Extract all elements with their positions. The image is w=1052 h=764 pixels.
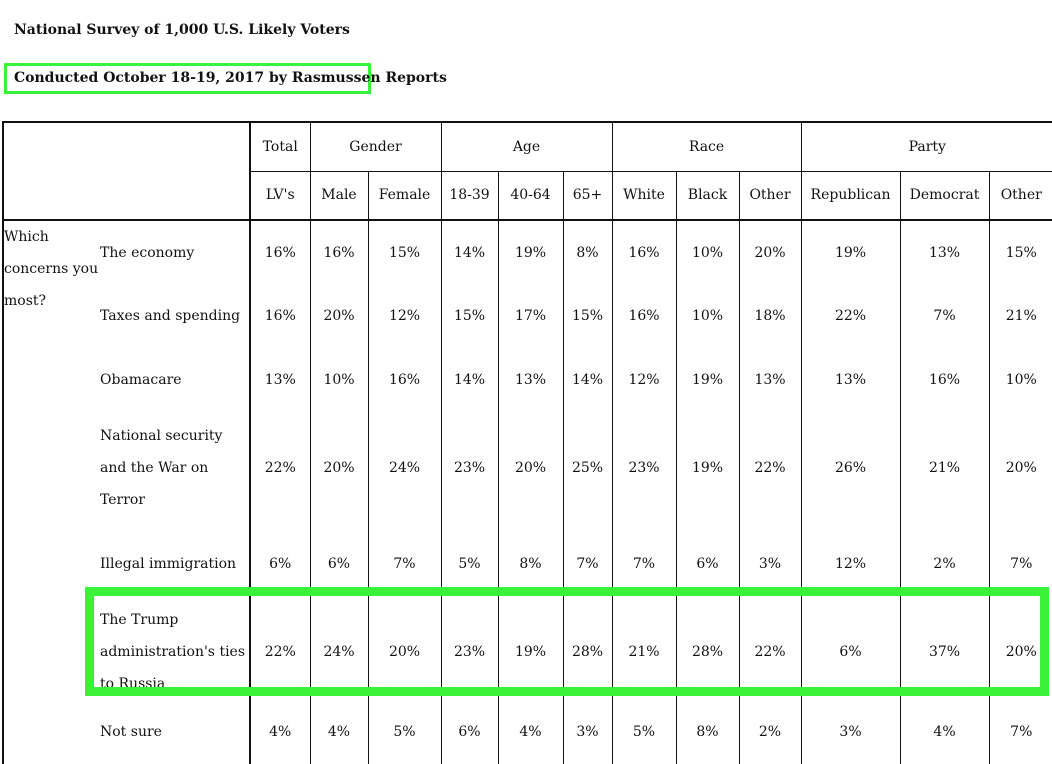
value-cell: 22% [801,284,900,348]
value-cell: 22% [250,412,310,524]
value-cell: 20% [989,604,1052,700]
value-cell: 28% [676,604,739,700]
value-cell: 22% [739,412,801,524]
value-cell: 10% [676,284,739,348]
value-cell: 14% [563,348,612,412]
row-label: National security and the War on Terror [100,428,223,508]
value-cell: 7% [563,524,612,604]
value-cell: 12% [612,348,676,412]
column-header-2: Female [368,171,441,220]
value-cell: 19% [676,348,739,412]
table-row [3,524,1052,604]
value-cell: 6% [310,524,368,604]
column-header-5: 65+ [563,171,612,220]
column-header-1: Male [310,171,368,220]
value-cell: 8% [676,700,739,764]
value-cell: 4% [498,700,563,764]
value-cell: 5% [441,524,498,604]
value-cell: 10% [989,348,1052,412]
table-row [3,220,1052,284]
group-header-total: Total [250,122,310,171]
column-header-4: 40-64 [498,171,563,220]
value-cell: 19% [498,604,563,700]
column-header-3: 18-39 [441,171,498,220]
group-header-age: Age [441,122,612,171]
value-cell: 19% [676,412,739,524]
column-header-11: Other [989,171,1052,220]
value-cell: 15% [368,220,441,284]
value-cell: 22% [250,604,310,700]
value-cell: 20% [739,220,801,284]
row-label: Taxes and spending [100,308,241,324]
value-cell: 7% [612,524,676,604]
column-header-9: Republican [801,171,900,220]
value-cell: 6% [676,524,739,604]
value-cell: 16% [310,220,368,284]
value-cell: 16% [250,220,310,284]
value-cell: 14% [441,220,498,284]
group-header-party: Party [801,122,1052,171]
table-row [3,348,1052,412]
value-cell: 3% [739,524,801,604]
value-cell: 7% [900,284,989,348]
value-cell: 13% [739,348,801,412]
value-cell: 5% [612,700,676,764]
value-cell: 3% [563,700,612,764]
table-row [3,700,1052,764]
value-cell: 2% [900,524,989,604]
value-cell: 20% [310,412,368,524]
table-row [3,412,1052,524]
table-row [3,284,1052,348]
value-cell: 28% [563,604,612,700]
value-cell: 6% [250,524,310,604]
value-cell: 19% [801,220,900,284]
value-cell: 7% [989,524,1052,604]
column-header-6: White [612,171,676,220]
value-cell: 20% [989,412,1052,524]
value-cell: 18% [739,284,801,348]
value-cell: 7% [989,700,1052,764]
table-row [3,604,1052,700]
value-cell: 19% [498,220,563,284]
value-cell: 15% [989,220,1052,284]
value-cell: 23% [441,412,498,524]
value-cell: 3% [801,700,900,764]
group-header-race: Race [612,122,801,171]
value-cell: 8% [498,524,563,604]
group-header-row [3,122,1052,171]
value-cell: 8% [563,220,612,284]
survey-results-table [2,121,1052,764]
survey-title: National Survey of 1,000 U.S. Likely Voters [14,22,350,38]
column-header-7: Black [676,171,739,220]
value-cell: 20% [498,412,563,524]
value-cell: 13% [498,348,563,412]
value-cell: 23% [612,412,676,524]
value-cell: 21% [900,412,989,524]
value-cell: 10% [676,220,739,284]
value-cell: 16% [368,348,441,412]
row-label: The economy [100,244,195,261]
value-cell: 21% [612,604,676,700]
value-cell: 15% [441,284,498,348]
value-cell: 4% [250,700,310,764]
value-cell: 13% [250,348,310,412]
value-cell: 37% [900,604,989,700]
value-cell: 5% [368,700,441,764]
row-label: The Trump administration's ties to Russia [100,612,246,692]
value-cell: 10% [310,348,368,412]
value-cell: 16% [250,284,310,348]
value-cell: 6% [441,700,498,764]
column-header-10: Democrat [900,171,989,220]
value-cell: 21% [989,284,1052,348]
row-label: Obamacare [100,372,182,388]
value-cell: 20% [368,604,441,700]
value-cell: 14% [441,348,498,412]
value-cell: 2% [739,700,801,764]
value-cell: 6% [801,604,900,700]
value-cell: 16% [612,284,676,348]
survey-subtitle: Conducted October 18-19, 2017 by Rasmussen Reports [14,70,447,86]
value-cell: 22% [739,604,801,700]
value-cell: 4% [900,700,989,764]
value-cell: 24% [310,604,368,700]
value-cell: 26% [801,412,900,524]
value-cell: 25% [563,412,612,524]
value-cell: 24% [368,412,441,524]
value-cell: 20% [310,284,368,348]
value-cell: 16% [900,348,989,412]
value-cell: 15% [563,284,612,348]
row-label: Illegal immigration [100,556,237,572]
value-cell: 12% [368,284,441,348]
row-label: Not sure [100,724,162,740]
value-cell: 16% [612,220,676,284]
value-cell: 7% [368,524,441,604]
group-header-gender: Gender [310,122,441,171]
question-label: Which concerns you most? [3,220,100,764]
column-header-8: Other [739,171,801,220]
value-cell: 4% [310,700,368,764]
corner-cell [3,122,250,220]
value-cell: 23% [441,604,498,700]
value-cell: 17% [498,284,563,348]
value-cell: 13% [900,220,989,284]
value-cell: 12% [801,524,900,604]
column-header-0: LV's [250,171,310,220]
value-cell: 13% [801,348,900,412]
